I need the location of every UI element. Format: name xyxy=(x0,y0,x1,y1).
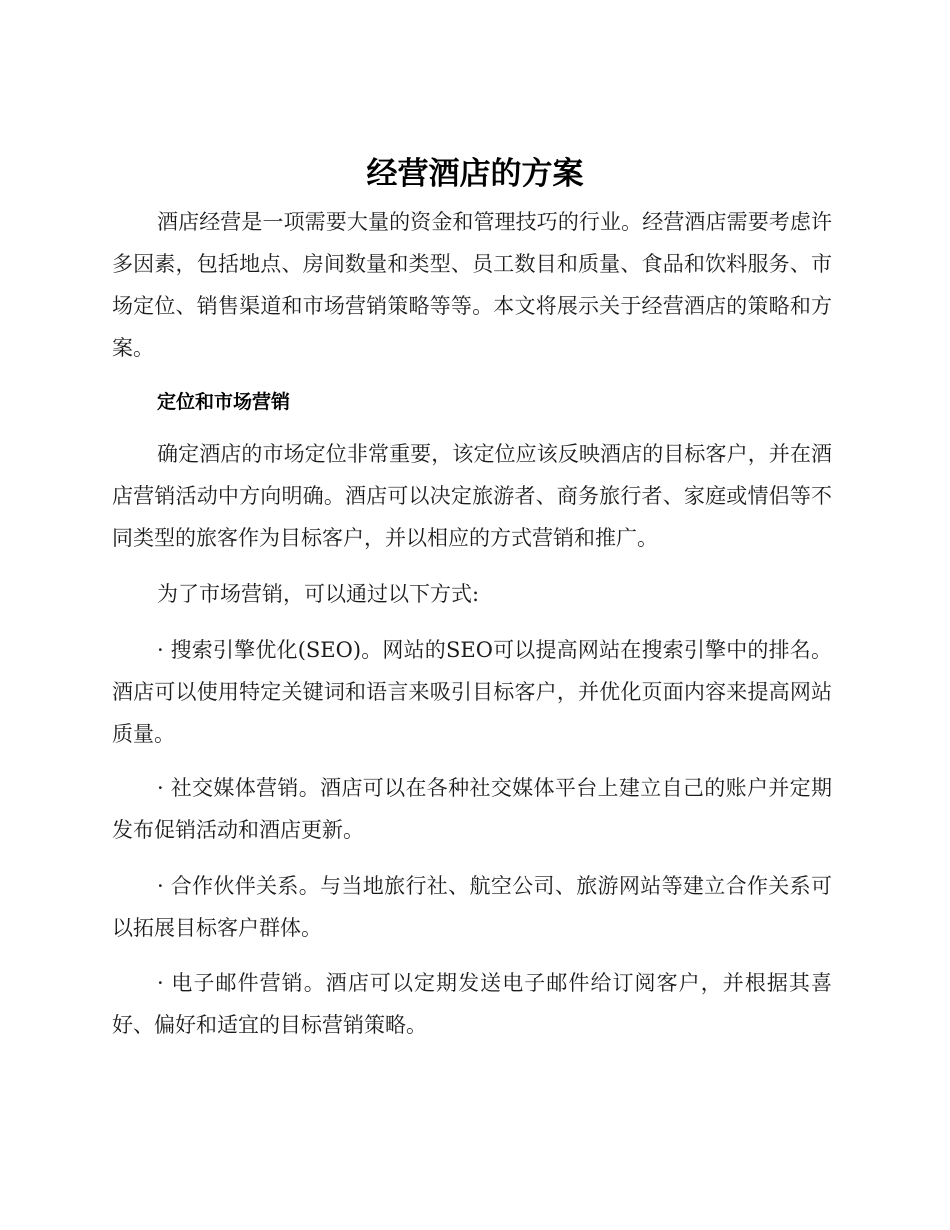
bullet-item-partnerships: · 合作伙伴关系。与当地旅行社、航空公司、旅游网站等建立合作关系可以拓展目标客户群体。 xyxy=(112,874,832,940)
positioning-paragraph: 确定酒店的市场定位非常重要，该定位应该反映酒店的目标客户，并在酒店营销活动中方向明确。酒店可以决定旅游者、商务旅行者、家庭或情侣等不同类型的旅客作为目标客户，并以相应的方式营销和推广。 xyxy=(112,442,832,550)
bullet-item-seo: · 搜索引擎优化(SEO)。网站的SEO可以提高网站在搜索引擎中的排名。酒店可以使用特定关键词和语言来吸引目标客户，并优化页面内容来提高网站质量。 xyxy=(112,638,832,746)
section-heading: 定位和市场营销 xyxy=(157,391,291,413)
methods-intro-paragraph: 为了市场营销，可以通过以下方式: xyxy=(157,582,480,606)
document-title: 经营酒店的方案 xyxy=(366,156,584,192)
bullet-item-social-media: · 社交媒体营销。酒店可以在各种社交媒体平台上建立自己的账户并定期发布促销活动和酒店更新。 xyxy=(112,776,832,842)
intro-paragraph: 酒店经营是一项需要大量的资金和管理技巧的行业。经营酒店需要考虑许多因素，包括地点、房间数量和类型、员工数目和质量、食品和饮料服务、市场定位、销售渠道和市场营销策略等等。本文将展示关于经营酒店的策略和方案。 xyxy=(112,210,832,360)
bullet-item-email: · 电子邮件营销。酒店可以定期发送电子邮件给订阅客户，并根据其喜好、偏好和适宜的目标营销策略。 xyxy=(112,971,832,1037)
